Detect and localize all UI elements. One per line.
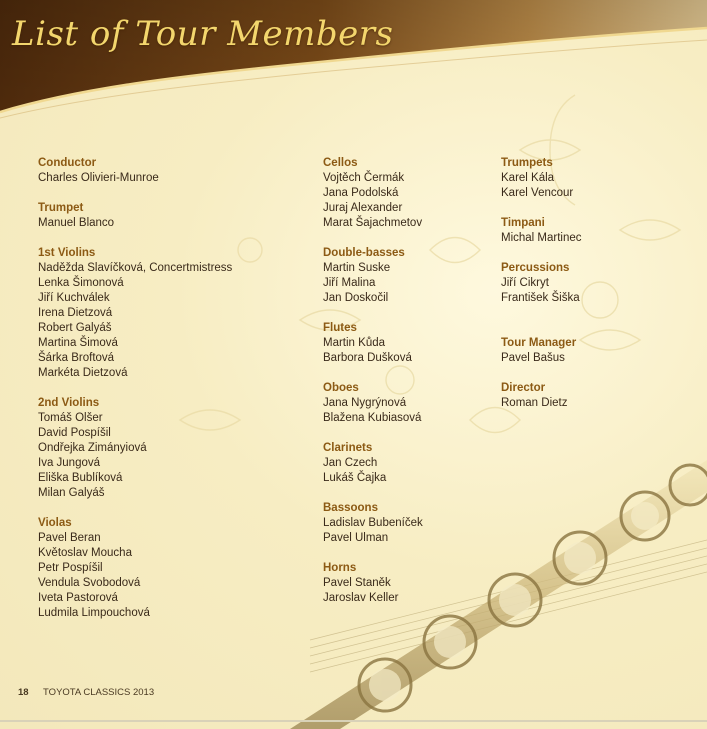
section-horns <box>323 561 423 606</box>
member-name: Jan Czech <box>323 457 378 469</box>
section-violas <box>38 516 232 621</box>
section-timpani <box>501 216 582 246</box>
member-name: Jiří Kuchválek <box>38 292 110 304</box>
section-conductor <box>38 156 232 186</box>
member-name: Martin Kůda <box>323 337 386 349</box>
section-title: Cellos <box>323 157 358 169</box>
member-name: Karel Kála <box>501 172 555 184</box>
member-name: Iveta Pastorová <box>38 592 118 604</box>
section-trumpet <box>38 201 232 231</box>
publication-name: TOYOTA CLASSICS 2013 <box>43 687 155 698</box>
member-name: Ludmila Limpouchová <box>38 607 150 619</box>
section-title: Violas <box>38 517 72 529</box>
member-name: Lukáš Čajka <box>323 472 387 484</box>
section-1st-violins <box>38 246 232 381</box>
section-bassoons <box>323 501 423 546</box>
flute-illustration <box>250 430 707 729</box>
member-name: David Pospíšil <box>38 427 111 439</box>
member-name: Karel Vencour <box>501 187 574 199</box>
member-name: Tomáš Olšer <box>38 412 103 424</box>
section-title: Conductor <box>38 157 97 169</box>
section-clarinets <box>323 441 423 486</box>
section-2nd-violins <box>38 396 232 501</box>
section-percussions <box>501 261 582 306</box>
member-name: Manuel Blanco <box>38 217 115 229</box>
section-flutes <box>323 321 423 366</box>
section-title: Director <box>501 382 546 394</box>
member-name: Barbora Dušková <box>323 352 412 364</box>
members-column-2 <box>323 156 423 621</box>
section-title: Timpani <box>501 217 545 229</box>
member-name: Šárka Broftová <box>38 352 115 364</box>
section-title: Tour Manager <box>501 337 577 349</box>
section-title: Clarinets <box>323 442 373 454</box>
member-name: Jaroslav Keller <box>323 592 399 604</box>
member-name: Martina Šimová <box>38 337 118 349</box>
member-name: Jiří Cikryt <box>501 277 549 289</box>
page-footer <box>18 687 154 698</box>
member-name: Marat Šajachmetov <box>323 217 423 229</box>
section-title: Horns <box>323 562 357 574</box>
section-title: Double-basses <box>323 247 405 259</box>
section-title: Bassoons <box>323 502 378 514</box>
page-number: 18 <box>18 687 29 698</box>
member-name: Pavel Ulman <box>323 532 389 544</box>
member-name: Ladislav Bubeníček <box>323 517 423 529</box>
member-name: Irena Dietzová <box>38 307 113 319</box>
page-title: List of Tour Members <box>12 14 394 54</box>
section-title: Trumpet <box>38 202 84 214</box>
members-column-3 <box>501 156 582 426</box>
member-name: Milan Galyáš <box>38 487 105 499</box>
member-name: Juraj Alexander <box>323 202 403 214</box>
member-name: Pavel Bašus <box>501 352 565 364</box>
section-oboes <box>323 381 423 426</box>
member-name: Eliška Bublíková <box>38 472 123 484</box>
member-name: Blažena Kubiasová <box>323 412 422 424</box>
member-name: Petr Pospíšil <box>38 562 103 574</box>
member-name: Michal Martinec <box>501 232 582 244</box>
member-name: Pavel Staněk <box>323 577 391 589</box>
section-title: Percussions <box>501 262 570 274</box>
member-name: Jiří Malina <box>323 277 376 289</box>
member-name: František Šiška <box>501 292 580 304</box>
section-title: Trumpets <box>501 157 553 169</box>
member-name: Pavel Beran <box>38 532 101 544</box>
member-name: Jana Podolská <box>323 187 399 199</box>
member-name: Charles Olivieri-Munroe <box>38 172 159 184</box>
section-title: 2nd Violins <box>38 397 100 409</box>
member-name: Iva Jungová <box>38 457 101 469</box>
member-name: Markéta Dietzová <box>38 367 128 379</box>
member-name: Ondřejka Zimányiová <box>38 442 147 454</box>
member-name: Vojtěch Čermák <box>323 172 405 184</box>
member-name: Naděžda Slavíčková, Concertmistress <box>38 262 233 274</box>
member-name: Jan Doskočil <box>323 292 389 304</box>
section-title: Oboes <box>323 382 359 394</box>
section-tour-manager <box>501 336 582 366</box>
member-name: Roman Dietz <box>501 397 568 409</box>
section-title: Flutes <box>323 322 357 334</box>
member-name: Jana Nygrýnová <box>323 397 407 409</box>
member-name: Robert Galyáš <box>38 322 112 334</box>
bottom-divider <box>0 720 707 722</box>
members-column-1 <box>38 156 232 636</box>
section-title: 1st Violins <box>38 247 96 259</box>
member-name: Květoslav Moucha <box>38 547 132 559</box>
section-trumpets <box>501 156 582 201</box>
section-director <box>501 381 582 411</box>
section-double-basses <box>323 246 423 306</box>
member-name: Vendula Svobodová <box>38 577 141 589</box>
section-cellos <box>323 156 423 231</box>
member-name: Lenka Šimonová <box>38 277 124 289</box>
member-name: Martin Suske <box>323 262 391 274</box>
